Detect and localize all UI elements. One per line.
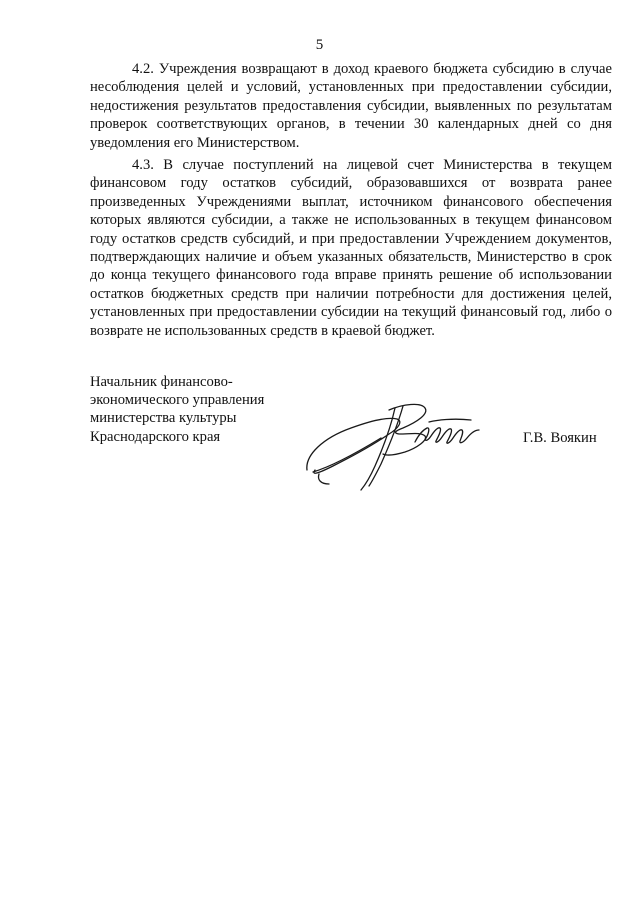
paragraph-4-3: 4.3. В случае поступлений на лицевой счет Министерства в текущем финансовом году остатков субсидий, образовавшихся от возврата ранее произведенных Учреждениями выплат, источником финансового обеспечения которых являются субсидии, а также не использованных в текущем финансовом году остатков средств субсидий, и при предоставлении Учреждением документов, подтверждающих наличие и объем указанных обязательств, Министерство в срок до конца текущего финансового года вправе принять решение об использовании остатков бюджетных средств при наличии потребности для достижения целей, установленных при предоставлении субсидии на текущий финансовый год, либо о возврате не использованных средств в краевой бюджет. bbox=[90, 157, 612, 339]
paragraph-4-2: 4.2. Учреждения возвращают в доход краевого бюджета субсидию в случае несоблюдения целей и условий, установленных при предоставлении субсидии, недостижения результатов предоставления субсидии, выявленных по результатам проверок соответствующих органов, в течении 30 календарных дней со дня уведомления его Министерством. bbox=[90, 61, 612, 151]
position-line: Краснодарского края bbox=[90, 428, 221, 445]
position-line: экономического управления bbox=[90, 392, 265, 409]
position-line: министерства культуры bbox=[90, 410, 237, 427]
page-number: 5 bbox=[315, 37, 324, 53]
handwritten-signature bbox=[303, 400, 483, 492]
signer-name: Г.В. Воякин bbox=[523, 430, 597, 446]
signatory-position bbox=[90, 373, 310, 446]
document-body bbox=[90, 60, 612, 344]
position-line: Начальник финансово- bbox=[90, 374, 233, 390]
